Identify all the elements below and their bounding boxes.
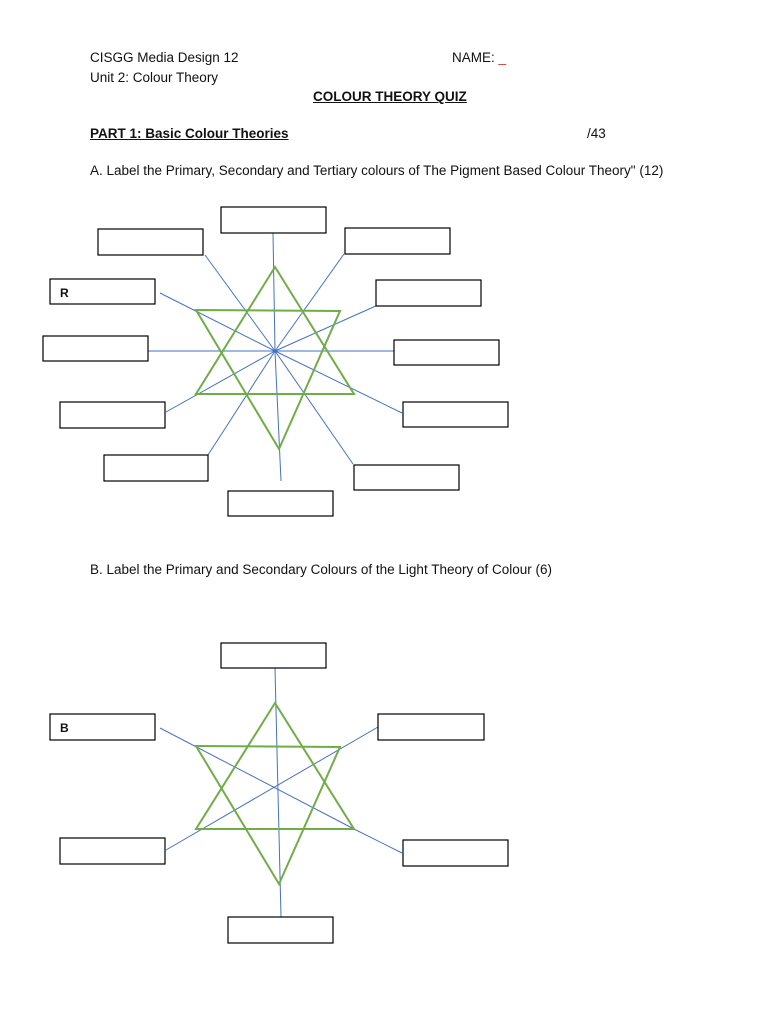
light-label-boxes bbox=[50, 643, 508, 943]
question-b-text: B. Label the Primary and Secondary Colours of the Light Theory of Colour (6) bbox=[90, 562, 552, 577]
answer-box-a5[interactable] bbox=[376, 280, 481, 306]
answer-box-b4[interactable] bbox=[60, 838, 165, 864]
answer-box-a11[interactable] bbox=[354, 465, 459, 490]
name-label: NAME: bbox=[452, 50, 495, 65]
answer-box-a7[interactable] bbox=[394, 340, 499, 365]
quiz-title: COLOUR THEORY QUIZ bbox=[313, 89, 467, 104]
name-blank[interactable]: _ bbox=[498, 50, 507, 65]
answer-box-b3[interactable] bbox=[378, 714, 484, 740]
question-a-text: A. Label the Primary, Secondary and Tertiary colours of The Pigment Based Colour Theory" (12) bbox=[90, 163, 664, 178]
answer-box-b1[interactable] bbox=[221, 643, 326, 668]
course-title: CISGG Media Design 12 bbox=[90, 50, 239, 65]
answer-box-a1[interactable] bbox=[221, 207, 326, 233]
answer-box-a8[interactable] bbox=[60, 402, 165, 428]
answer-box-b6[interactable] bbox=[228, 917, 333, 943]
prefilled-label-r: R bbox=[60, 286, 69, 300]
light-star bbox=[196, 703, 354, 884]
answer-box-a6[interactable] bbox=[43, 336, 148, 361]
part1-heading: PART 1: Basic Colour Theories bbox=[90, 126, 289, 141]
answer-box-a12[interactable] bbox=[228, 491, 333, 516]
prefilled-label-b: B bbox=[60, 721, 69, 735]
unit-title: Unit 2: Colour Theory bbox=[90, 70, 219, 85]
answer-box-a9[interactable] bbox=[403, 402, 508, 427]
answer-box-b5[interactable] bbox=[403, 840, 508, 866]
answer-box-a2[interactable] bbox=[98, 229, 203, 255]
part1-score: /43 bbox=[587, 126, 606, 141]
answer-box-a10[interactable] bbox=[104, 455, 208, 481]
answer-box-a3[interactable] bbox=[345, 228, 450, 254]
